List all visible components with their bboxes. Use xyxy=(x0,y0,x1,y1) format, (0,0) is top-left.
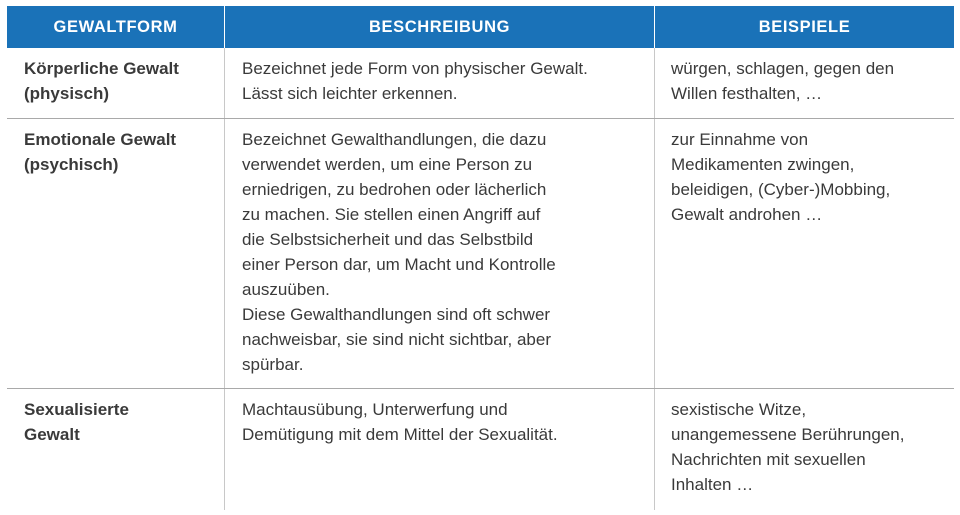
header-beispiele: BEISPIELE xyxy=(654,6,954,48)
row-1-description: Bezeichnet jede Form von physischer Gewalt. Lässt sich leichter erkennen. xyxy=(224,48,654,118)
row-1-examples: würgen, schlagen, gegen den Willen festhalten, … xyxy=(654,48,954,118)
row-3-examples: sexistische Witze, unangemessene Berührungen, Nachrichten mit sexuellen Inhalten … xyxy=(654,389,954,510)
row-1-form: Körperliche Gewalt (physisch) xyxy=(24,59,179,103)
row-2-form: Emotionale Gewalt (psychisch) xyxy=(24,130,177,174)
row-2-description: Bezeichnet Gewalthandlungen, die dazu verwendet werden, um eine Person zu erniedrigen, zu bedrohen oder lächerlich zu machen. Sie stellen einen Angriff auf die Selbstsicherheit und das Selbstbild einer Person dar, um Macht und Kontrolle auszuüben. Diese Gewalthandlungen sind oft schwer nachweisbar, sie sind nicht sichtbar, aber spürbar. xyxy=(224,119,654,388)
header-beschreibung: BESCHREIBUNG xyxy=(224,6,654,48)
row-3-description: Machtausübung, Unterwerfung und Demütigung mit dem Mittel der Sexualität. xyxy=(224,389,654,510)
row-3-form: Sexualisierte Gewalt xyxy=(24,400,129,444)
violence-forms-table xyxy=(7,6,954,510)
row-2-examples: zur Einnahme von Medikamenten zwingen, beleidigen, (Cyber-)Mobbing, Gewalt androhen … xyxy=(654,119,954,388)
header-gewaltform: GEWALTFORM xyxy=(7,6,224,48)
